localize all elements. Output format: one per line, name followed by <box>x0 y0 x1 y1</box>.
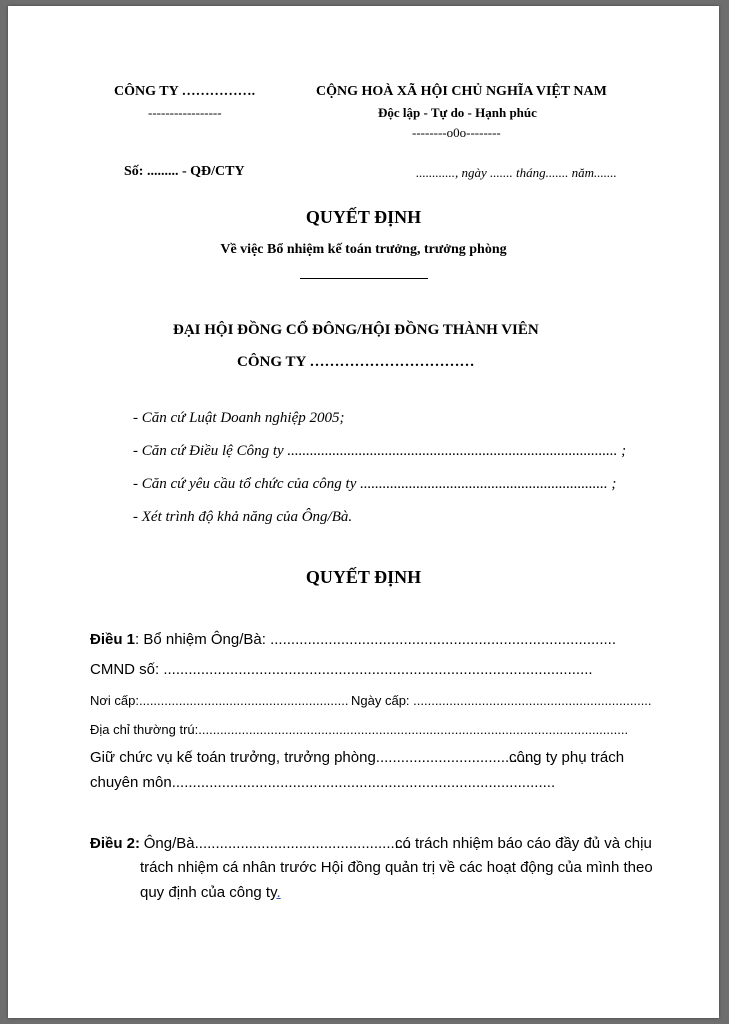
article-2-text-1-tail: có trách nhiệm báo cáo đầy đủ và chịu <box>395 835 652 852</box>
authority-line-2: CÔNG TY …………………………… <box>237 354 475 370</box>
article-1-appoint-text: : Bổ nhiệm Ông/Bà: ................................................................................... <box>135 631 616 648</box>
article-2-text-2: trách nhiệm cá nhân trước Hội đồng quản trị về các hoạt động của mình theo <box>140 859 653 876</box>
position-line-1-tail: công ty phụ trách <box>509 749 625 766</box>
motto-rule: --------o0o-------- <box>412 125 501 140</box>
issue-place: Nơi cấp:.......................................................... <box>90 693 349 708</box>
id-number-line: CMND số: ....................................................................................................... <box>90 661 593 678</box>
basis-item: - Xét trình độ khả năng của Ông/Bà. <box>133 509 353 525</box>
decision-heading: QUYẾT ĐỊNH <box>305 567 422 587</box>
article-2-text-1: Ông/Bà.................................................... <box>143 835 412 852</box>
position-line-1: Giữ chức vụ kế toán trưởng, trưởng phòng....................................... <box>90 749 539 766</box>
basis-item: - Căn cứ yêu cầu tổ chức của công ty .................................................................. ; <box>133 476 617 492</box>
document-page <box>8 6 719 1018</box>
date-line: ............, ngày ....... tháng....... năm....... <box>416 165 617 180</box>
issue-date: Ngày cấp: .................................................................. <box>351 693 652 708</box>
decision-number: Số: ......... - QĐ/CTY <box>124 164 245 179</box>
document-title: QUYẾT ĐỊNH <box>305 207 422 227</box>
title-divider <box>300 278 428 279</box>
article-2-text-3 <box>140 884 281 901</box>
article-2-text-3-end: . <box>276 884 281 901</box>
article-1-appoint <box>90 631 616 649</box>
document-subtitle: Về việc Bổ nhiệm kế toán trưởng, trưởng phòng <box>220 242 507 257</box>
authority-line-1: ĐẠI HỘI ĐỒNG CỔ ĐÔNG/HỘI ĐỒNG THÀNH VIÊN <box>173 322 539 338</box>
permanent-address: Địa chỉ thường trú:....................................................................................................................... <box>90 722 629 737</box>
company-label: CÔNG TY ……………. <box>114 84 256 99</box>
article-2-line-1 <box>90 835 411 853</box>
article-2-text-3-body: quy định của công ty <box>140 884 277 901</box>
basis-item: - Căn cứ Điều lệ Công ty ........................................................................................ ; <box>133 443 627 459</box>
position-line-2: chuyên môn............................................................................................ <box>90 774 556 791</box>
company-rule: ----------------- <box>148 105 222 120</box>
article-2-label: Điều 2: <box>90 835 141 852</box>
article-1-label: Điều 1 <box>90 631 136 648</box>
motto: Độc lập - Tự do - Hạnh phúc <box>378 105 537 120</box>
republic-title: CỘNG HOÀ XÃ HỘI CHỦ NGHĨA VIỆT NAM <box>316 84 607 99</box>
basis-item: - Căn cứ Luật Doanh nghiệp 2005; <box>133 410 345 426</box>
